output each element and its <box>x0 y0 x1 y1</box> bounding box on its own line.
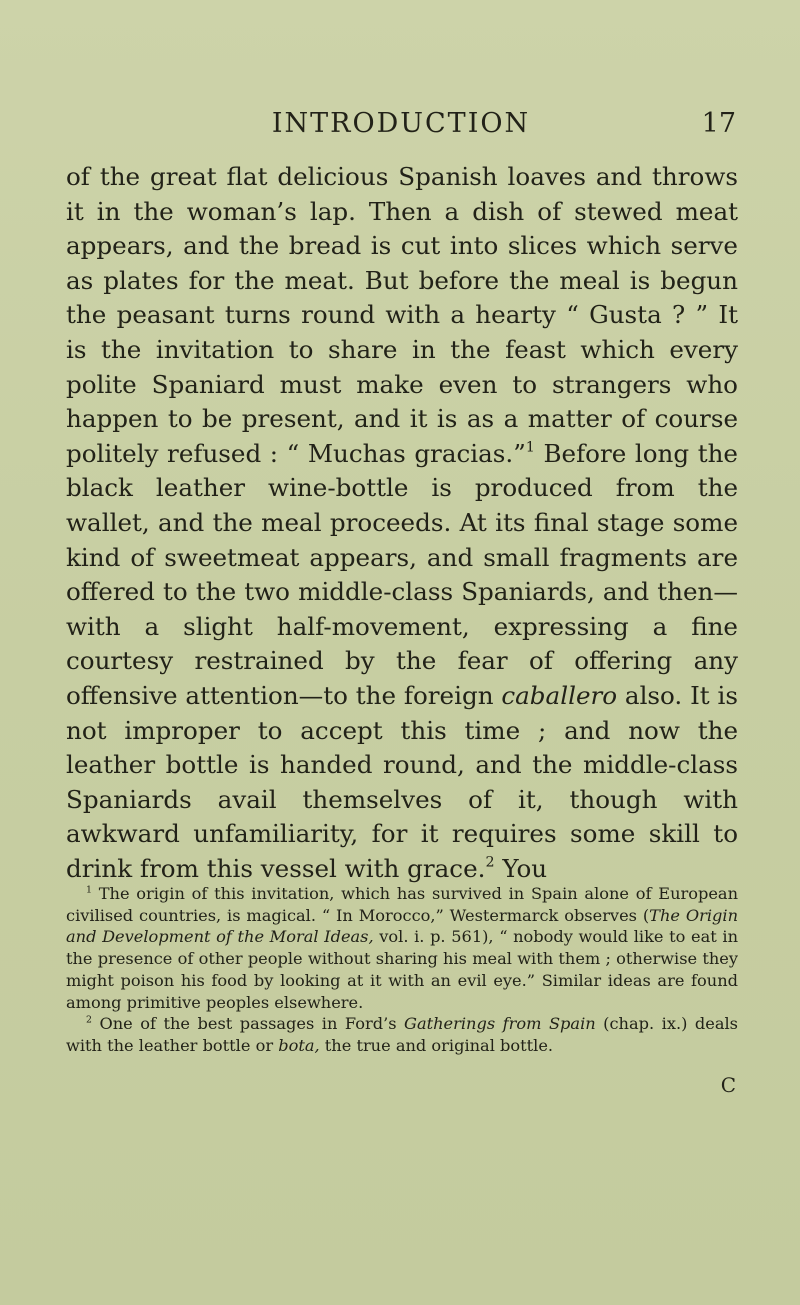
signature-mark: C <box>720 1073 736 1097</box>
footnote-ref-1: 1 <box>525 439 535 456</box>
page-number: 17 <box>701 108 736 139</box>
body-italic-caballero: caballero <box>501 680 618 710</box>
footnote-2-text-b: (chap. ix.) deals with the leather bottle or <box>66 1014 738 1055</box>
page-header <box>66 108 736 148</box>
body-text-segment-3: also. It is not improper to accept this time ; and now the leather bottle is handed round, and the middle-class Spaniards avail themselves of it, though with awkward unfamiliarity, for it requires some skill to drink from this vessel with grace. <box>66 680 738 883</box>
footnote-ref-2: 2 <box>485 854 495 871</box>
body-paragraph <box>66 160 738 886</box>
running-head: INTRODUCTION <box>271 108 531 139</box>
footnote-2-title: Gatherings from Spain <box>404 1014 596 1034</box>
body-text-segment-2: Before long the black leather wine-bottle is produced from the wallet, and the meal proceeds. At its final stage some kind of sweetmeat appears, and small fragments are offered to the two middle-class Spaniards, and then—with a slight half-movement, expressing a fine courtesy restrained by the fear of offering any offensive attention—to the foreign <box>66 438 738 710</box>
footnote-1 <box>66 883 738 1013</box>
footnote-1-text-a: The origin of this invitation, which has survived in Spain alone of European civilised countries, is magical. “ In Morocco,” Westermarck observes ( <box>66 884 738 925</box>
body-text-segment-4: You <box>494 853 548 883</box>
body-text-segment-1: of the great flat delicious Spanish loaves and throws it in the woman’s lap. Then a dish of stewed meat appears, and the bread is cut into slices which serve as plates for the meat. But before the meal is begun the peasant turns round with a hearty “ Gusta ? ” It is the invitation to share in the feast which every polite Spaniard must make even to strangers who happen to be present, and it is as a matter of course politely refused : “ Muchas gracias.” <box>66 162 738 468</box>
footnote-1-title: The Origin and Development of the Moral Ideas, <box>66 905 739 947</box>
footnote-2-text-c: the true and original bottle. <box>319 1035 554 1055</box>
footnote-2 <box>66 1013 738 1056</box>
footnote-2-text-a: One of the best passages in Ford’s <box>91 1014 405 1034</box>
footnote-1-mark: 1 <box>86 884 92 896</box>
footnote-2-italic-bota: bota, <box>278 1035 320 1055</box>
footnote-2-mark: 2 <box>86 1014 92 1026</box>
footnotes <box>66 883 738 1057</box>
footnote-1-text-b: vol. i. p. 561), “ nobody would like to eat in the presence of other people without sharing his meal with them ; otherwise they might poison his food by looking at it with an evil eye.” Similar ideas are found among primitive peoples elsewhere. <box>66 927 738 1012</box>
